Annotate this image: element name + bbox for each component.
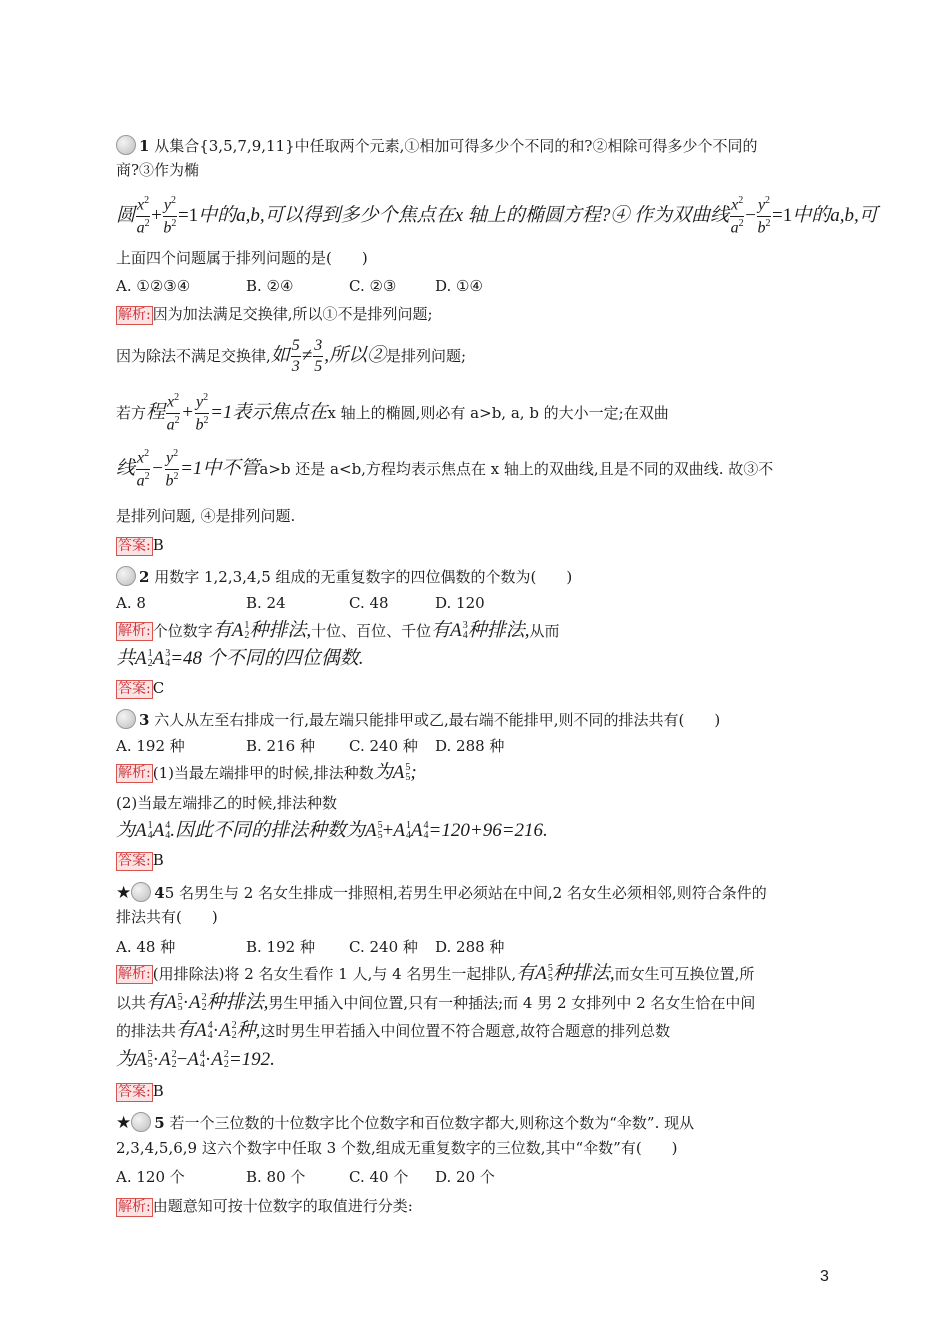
q4-analysis-line4: 为 A 5 5 · A 2 2 − A 4 4 · A 2 2 =192. <box>116 1049 275 1070</box>
frac-x2-a2-b: $\frac{x^2}{a^2}$ <box>730 195 744 236</box>
q1-a1: 因为加法满足交换律,所以①不是排列问题; <box>152 305 433 323</box>
perm-A-4-3: A 3 4 <box>450 619 468 642</box>
q1-a2: 因为除法不满足交换律, <box>116 347 271 365</box>
q1-stem-line1 <box>116 135 757 156</box>
q1-analysis-line4: 线 $\frac{x^2}{a^2}$ − $\frac{y^2}{b^2}$ =1 中不管 a>b 还是 a<b,方程均表示焦点在 x 轴上的双曲线,且是不同的双曲线. 故③不 <box>116 448 774 489</box>
star-icon: ★ <box>116 883 132 903</box>
analysis-tag: 解析: <box>118 622 151 639</box>
analysis-tag: 解析: <box>118 965 151 982</box>
analysis-tag: 解析: <box>118 1199 151 1215</box>
q1-number: 1 <box>139 137 150 155</box>
q1-a3-m: 程 <box>146 402 166 423</box>
q2-analysis-line2: 共 A 1 2 A 3 4 =48 个不同的四位偶数. <box>116 648 364 669</box>
q1-option-d[interactable]: D. ①④ <box>435 277 483 295</box>
q3-option-c[interactable]: C. 240 种 <box>349 737 418 755</box>
q4-a1-m1: 有 <box>516 963 536 984</box>
q2-option-c[interactable]: C. 48 <box>349 594 389 612</box>
q3-a3-m1: 为 <box>116 820 136 841</box>
q1-a3-m2: 表示焦点在 <box>232 402 328 423</box>
q3-a1-m: 为 <box>373 762 393 783</box>
q3-analysis-line2: (2)当最左端排乙的时候,排法种数 <box>116 794 338 812</box>
q4-a3-post: 这时男生甲若插入中间位置不符合题意,故符合题意的排列总数 <box>260 1022 671 1040</box>
frac-y2-b2-d: $\frac{y^2}{b^2}$ <box>165 448 179 489</box>
q2-number: 2 <box>139 568 150 586</box>
q4-number: 4 <box>154 884 165 902</box>
q2-a2-m1: 共 <box>116 648 136 669</box>
q4-option-d[interactable]: D. 288 种 <box>435 938 505 956</box>
q3-stem <box>116 709 720 730</box>
q1-a2-m2: ,所以② <box>324 345 386 366</box>
q4-a2-pre: 以共 <box>116 994 147 1012</box>
q2-a1-m4: 种排法, <box>467 620 530 641</box>
q1-option-c[interactable]: C. ②③ <box>349 277 397 295</box>
q3-option-d[interactable]: D. 288 种 <box>435 737 505 755</box>
q1-analysis-line3: 若方 程 $\frac{x^2}{a^2}$ + $\frac{y^2}{b^2}$ =1 表示焦点在 x 轴上的椭圆,则必有 a>b, a, b 的大小一定;在双曲 <box>116 392 669 433</box>
q4-a1-post: 而女生可互换位置,所 <box>614 965 755 983</box>
question-marker-icon <box>131 882 151 902</box>
q4-a3-pre: 的排法共 <box>116 1022 177 1040</box>
frac-5-3: $\frac{5}{3}$ <box>291 336 300 375</box>
q2-option-a[interactable]: A. 8 <box>116 594 146 612</box>
q3-option-a[interactable]: A. 192 种 <box>116 737 185 755</box>
q2-a1-m3: 有 <box>431 620 451 641</box>
q2-options <box>116 593 485 613</box>
q4-a1-m2: 种排法, <box>552 963 615 984</box>
q5-text: 若一个三位数的十位数字比个位数字和百位数字都大,则称这个数为“伞数”. 现从 <box>169 1114 695 1132</box>
analysis-tag: 解析: <box>118 764 151 781</box>
q4-stem-line2: 排法共有( ) <box>116 908 218 926</box>
q4-answer-value: B <box>152 1082 164 1100</box>
q1-l3-b: 中的a,b,可以得到多少个焦点在x 轴上的椭圆方程?④ 作为双曲线 <box>198 205 730 226</box>
q1-analysis-line1 <box>116 304 433 325</box>
q1-l3-a: 圆 <box>116 205 136 226</box>
q4-option-a[interactable]: A. 48 种 <box>116 938 176 956</box>
q2-text: 用数字 1,2,3,4,5 组成的无重复数字的四位偶数的个数为( ) <box>154 568 573 586</box>
q5-analysis-line1 <box>116 1196 413 1217</box>
q5-number: 5 <box>154 1114 165 1132</box>
q3-number: 3 <box>139 711 150 729</box>
q3-answer <box>116 850 164 871</box>
perm-A-2-1: A 1 2 <box>231 619 250 642</box>
q5-option-a[interactable]: A. 120 个 <box>116 1168 185 1186</box>
frac-x2-a2-d: $\frac{x^2}{a^2}$ <box>136 448 150 489</box>
q4-analysis-line3 <box>116 1018 670 1044</box>
q1-answer-value: B <box>152 536 164 554</box>
answer-tag: 答案: <box>118 1084 151 1100</box>
q3-options <box>116 736 504 756</box>
star-icon: ★ <box>116 1113 132 1133</box>
q4-a2-post: 男生甲插入中间位置,只有一种插法;而 4 男 2 女排列中 2 名女生恰在中间 <box>268 994 756 1012</box>
frac-y2-b2-b: $\frac{y^2}{b^2}$ <box>757 195 771 236</box>
answer-tag: 答案: <box>118 853 151 869</box>
q1-option-a[interactable]: A. ①②③④ <box>116 277 191 295</box>
q4-stem-line1 <box>116 882 767 903</box>
question-marker-icon <box>116 709 136 729</box>
q1-analysis-line2: 因为除法不满足交换律, 如 $\frac{5}{3}$ ≠ $\frac{3}{5}$ ,所以② 是排列问题; <box>116 336 467 375</box>
q4-options <box>116 937 504 957</box>
q1-a4-post: a>b 还是 a<b,方程均表示焦点在 x 轴上的双曲线,且是不同的双曲线. 故③不 <box>259 460 774 478</box>
q1-answer <box>116 535 164 556</box>
frac-x2-a2: $\frac{x^2}{a^2}$ <box>136 195 150 236</box>
q5-options <box>116 1167 495 1187</box>
q2-a1-pre: 个位数字 <box>152 622 213 640</box>
page-number: 3 <box>820 1268 829 1285</box>
answer-tag: 答案: <box>118 681 151 697</box>
q1-text: 从集合{3,5,7,9,11}中任取两个元素,①相加可得多少个不同的和?②相除可得多少个不同的 <box>154 137 758 155</box>
q4-option-b[interactable]: B. 192 种 <box>246 938 315 956</box>
perm-a-5-5-times-a-2-2: A 5 5 ·A 2 2 <box>165 991 207 1014</box>
q1-stem-line4: 上面四个问题属于排列问题的是( ) <box>116 249 368 267</box>
q1-a3-post: x 轴上的椭圆,则必有 a>b, a, b 的大小一定;在双曲 <box>327 404 669 422</box>
q4-analysis-line1 <box>116 961 754 987</box>
q3-analysis-line3: 为 A 1 4 A 4 4 .因此不同的排法种数为 A 5 5 + A 1 4 A 4 4 =120+96=216. <box>116 820 548 841</box>
q2-a1-m1: 有 <box>212 620 232 641</box>
question-marker-icon <box>116 566 136 586</box>
q4-a4-m1: 为 <box>116 1049 136 1070</box>
q2-stem <box>116 566 572 587</box>
q1-a3-pre: 若方 <box>116 404 147 422</box>
q4-a2-m1: 有 <box>146 992 166 1013</box>
q2-answer-value: C <box>152 679 165 697</box>
q4-answer <box>116 1081 164 1102</box>
q3-text: 六人从左至右排成一行,最左端只能排甲或乙,最右端不能排甲,则不同的排法共有( ) <box>154 711 721 729</box>
q5-option-b[interactable]: B. 80 个 <box>246 1168 306 1186</box>
q2-a1-mid: 十位、百位、千位 <box>311 622 432 640</box>
q4-text: 5 名男生与 2 名女生排成一排照相,若男生甲必须站在中间,2 名女生必须相邻,则符合条件的 <box>164 884 767 902</box>
q1-option-b[interactable]: B. ②④ <box>246 277 294 295</box>
question-marker-icon <box>131 1112 151 1132</box>
frac-x2-a2-c: $\frac{x^2}{a^2}$ <box>166 392 180 433</box>
q2-a2-m2: =48 个不同的四位偶数. <box>170 648 364 669</box>
q1-options <box>116 276 483 296</box>
q5-stem-line1 <box>116 1112 694 1133</box>
q5-option-c[interactable]: C. 40 个 <box>349 1168 409 1186</box>
q3-a3-m2: .因此不同的排法种数为 <box>170 820 365 841</box>
q4-a4-m2: =192. <box>228 1049 275 1070</box>
frac-3-5: $\frac{3}{5}$ <box>314 336 323 375</box>
q4-a1-pre: (用排除法)将 2 名女生看作 1 人,与 4 名男生一起排队, <box>152 965 517 983</box>
q1-a2-end: 是排列问题; <box>386 347 467 365</box>
q4-a3-m2: 种, <box>236 1020 261 1041</box>
q4-a2-m2: 种排法, <box>206 992 269 1013</box>
perm-a-4-4-times-a-2-2: A 4 4 ·A 2 2 <box>195 1019 237 1042</box>
frac-y2-b2: $\frac{y^2}{b^2}$ <box>163 195 177 236</box>
q1-a4-pre: 线 <box>116 458 136 479</box>
q5-option-d[interactable]: D. 20 个 <box>435 1168 495 1186</box>
frac-y2-b2-c: $\frac{y^2}{b^2}$ <box>195 392 209 433</box>
q1-a2-m1: 如 <box>270 345 290 366</box>
q2-a1-post: 从而 <box>529 622 560 640</box>
q4-analysis-line2 <box>116 990 755 1016</box>
q2-answer <box>116 678 164 699</box>
q1-stem-line3: 圆 $\frac{x^2}{a^2}$ + $\frac{y^2}{b^2}$ =1 中的a,b,可以得到多少个焦点在x 轴上的椭圆方程?④ 作为双曲线 $\frac{x^2}{a^2}$ − $\frac{y^2}{b^2}$ =1 中的a,b,可 <box>116 195 878 236</box>
q1-l3-c: 中的a,b,可 <box>792 205 878 226</box>
perm-a-5-5: A 5 5 <box>535 962 553 985</box>
perm-A-5-5: A 5 5 ; <box>392 761 417 784</box>
q3-a3-m3: =120+96=216. <box>428 820 548 841</box>
q5-stem-line2: 2,3,4,5,6,9 这六个数字中任取 3 个数,组成无重复数字的三位数,其中“伞数”有( ) <box>116 1139 678 1157</box>
q3-option-b[interactable]: B. 216 种 <box>246 737 315 755</box>
q2-analysis-line1 <box>116 618 560 644</box>
q2-option-d[interactable]: D. 120 <box>435 594 485 612</box>
question-marker-icon <box>116 135 136 155</box>
analysis-tag: 解析: <box>118 307 151 323</box>
q2-option-b[interactable]: B. 24 <box>246 594 286 612</box>
q3-a1-pre: (1)当最左端排甲的时候,排法种数 <box>152 764 374 782</box>
q1-a4-m: 中不管 <box>202 458 260 479</box>
q1-analysis-line5: 是排列问题, ④是排列问题. <box>116 507 296 525</box>
q4-a3-m1: 有 <box>176 1020 196 1041</box>
answer-tag: 答案: <box>118 538 151 554</box>
q1-stem-line2: 商?③作为椭 <box>116 161 200 179</box>
q5-a1: 由题意知可按十位数字的取值进行分类: <box>152 1197 413 1215</box>
q2-a1-m2: 种排法, <box>249 620 312 641</box>
q3-analysis-line1 <box>116 760 417 786</box>
q4-option-c[interactable]: C. 240 种 <box>349 938 418 956</box>
q3-answer-value: B <box>152 851 164 869</box>
